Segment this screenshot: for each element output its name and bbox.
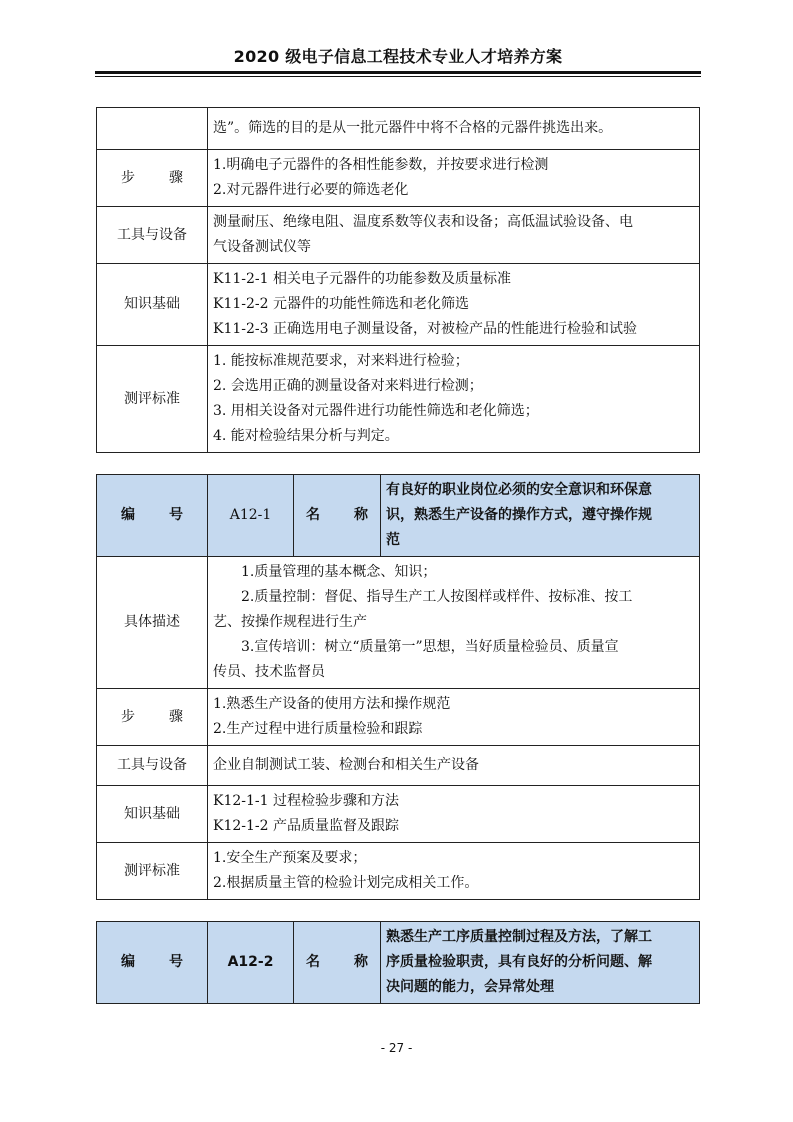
table-a12-1 [96, 474, 700, 900]
table-row [97, 746, 700, 786]
table-header-row [97, 922, 700, 1004]
steps-label: 步 骤 [97, 150, 208, 207]
knowledge-cell: K11-2-1 相关电子元器件的功能参数及质量标准 K11-2-2 元器件的功能性筛选和老化筛选 K11-2-3 正确选用电子测量设备，对被检产品的性能进行检验和试验 [208, 264, 700, 346]
steps-label: 步 骤 [97, 689, 208, 746]
eval-label: 测评标准 [97, 346, 208, 453]
name-label: 名 称 [294, 922, 381, 1004]
page-number: - 27 - [380, 1041, 413, 1055]
tools-label: 工具与设备 [97, 207, 208, 264]
table-row [97, 264, 700, 346]
table-row [97, 843, 700, 900]
empty-label-cell [97, 108, 208, 150]
continued-description-cell: 选”。筛选的目的是从一批元器件中将不合格的元器件挑选出来。 [208, 108, 700, 150]
name-value: 熟悉生产工序质量控制过程及方法，了解工 序质量检验职责，具有良好的分析问题、解 决问题的能力，会异常处理 [381, 922, 700, 1004]
desc-cell: 1.质量管理的基本概念、知识； 2.质量控制：督促、指导生产工人按图样或样件、按标准、按工 艺、按操作规程进行生产 3.宣传培训：树立“质量第一”思想，当好质量检验员、质量宣 传员、技术监督员 [208, 557, 700, 689]
table-a11-2-continued [96, 107, 700, 453]
table-row [97, 108, 700, 150]
desc-label: 具体描述 [97, 557, 208, 689]
table-row [97, 786, 700, 843]
table-a12-2 [96, 921, 700, 1004]
knowledge-label: 知识基础 [97, 786, 208, 843]
table-row [97, 346, 700, 453]
tools-cell: 企业自制测试工装、检测台和相关生产设备 [208, 746, 700, 786]
table-row [97, 557, 700, 689]
table-row [97, 207, 700, 264]
table-row [97, 689, 700, 746]
knowledge-label: 知识基础 [97, 264, 208, 346]
table-row [97, 150, 700, 207]
eval-label: 测评标准 [97, 843, 208, 900]
name-value: 有良好的职业岗位必须的安全意识和环保意 识，熟悉生产设备的操作方式，遵守操作规 范 [381, 475, 700, 557]
id-value: A12-1 [208, 475, 294, 557]
steps-cell: 1.明确电子元器件的各相性能参数，并按要求进行检测 2.对元器件进行必要的筛选老化 [208, 150, 700, 207]
id-label: 编 号 [97, 922, 208, 1004]
knowledge-cell: K12-1-1 过程检验步骤和方法 K12-1-2 产品质量监督及跟踪 [208, 786, 700, 843]
eval-cell: 1.安全生产预案及要求； 2.根据质量主管的检验计划完成相关工作。 [208, 843, 700, 900]
id-value: A12-2 [208, 922, 294, 1004]
tools-cell: 测量耐压、绝缘电阻、温度系数等仪表和设备；高低温试验设备、电 气设备测试仪等 [208, 207, 700, 264]
eval-cell: 1. 能按标准规范要求，对来料进行检验； 2. 会选用正确的测量设备对来料进行检测； 3. 用相关设备对元器件进行功能性筛选和老化筛选； 4. 能对检验结果分析与判定。 [208, 346, 700, 453]
table-header-row [97, 475, 700, 557]
header-rule-thick [95, 71, 701, 74]
header-rule-thin [95, 76, 701, 77]
id-label: 编 号 [97, 475, 208, 557]
page-header-title: 2020 级电子信息工程技术专业人才培养方案 [233, 47, 563, 66]
tools-label: 工具与设备 [97, 746, 208, 786]
name-label: 名 称 [294, 475, 381, 557]
steps-cell: 1.熟悉生产设备的使用方法和操作规范 2.生产过程中进行质量检验和跟踪 [208, 689, 700, 746]
